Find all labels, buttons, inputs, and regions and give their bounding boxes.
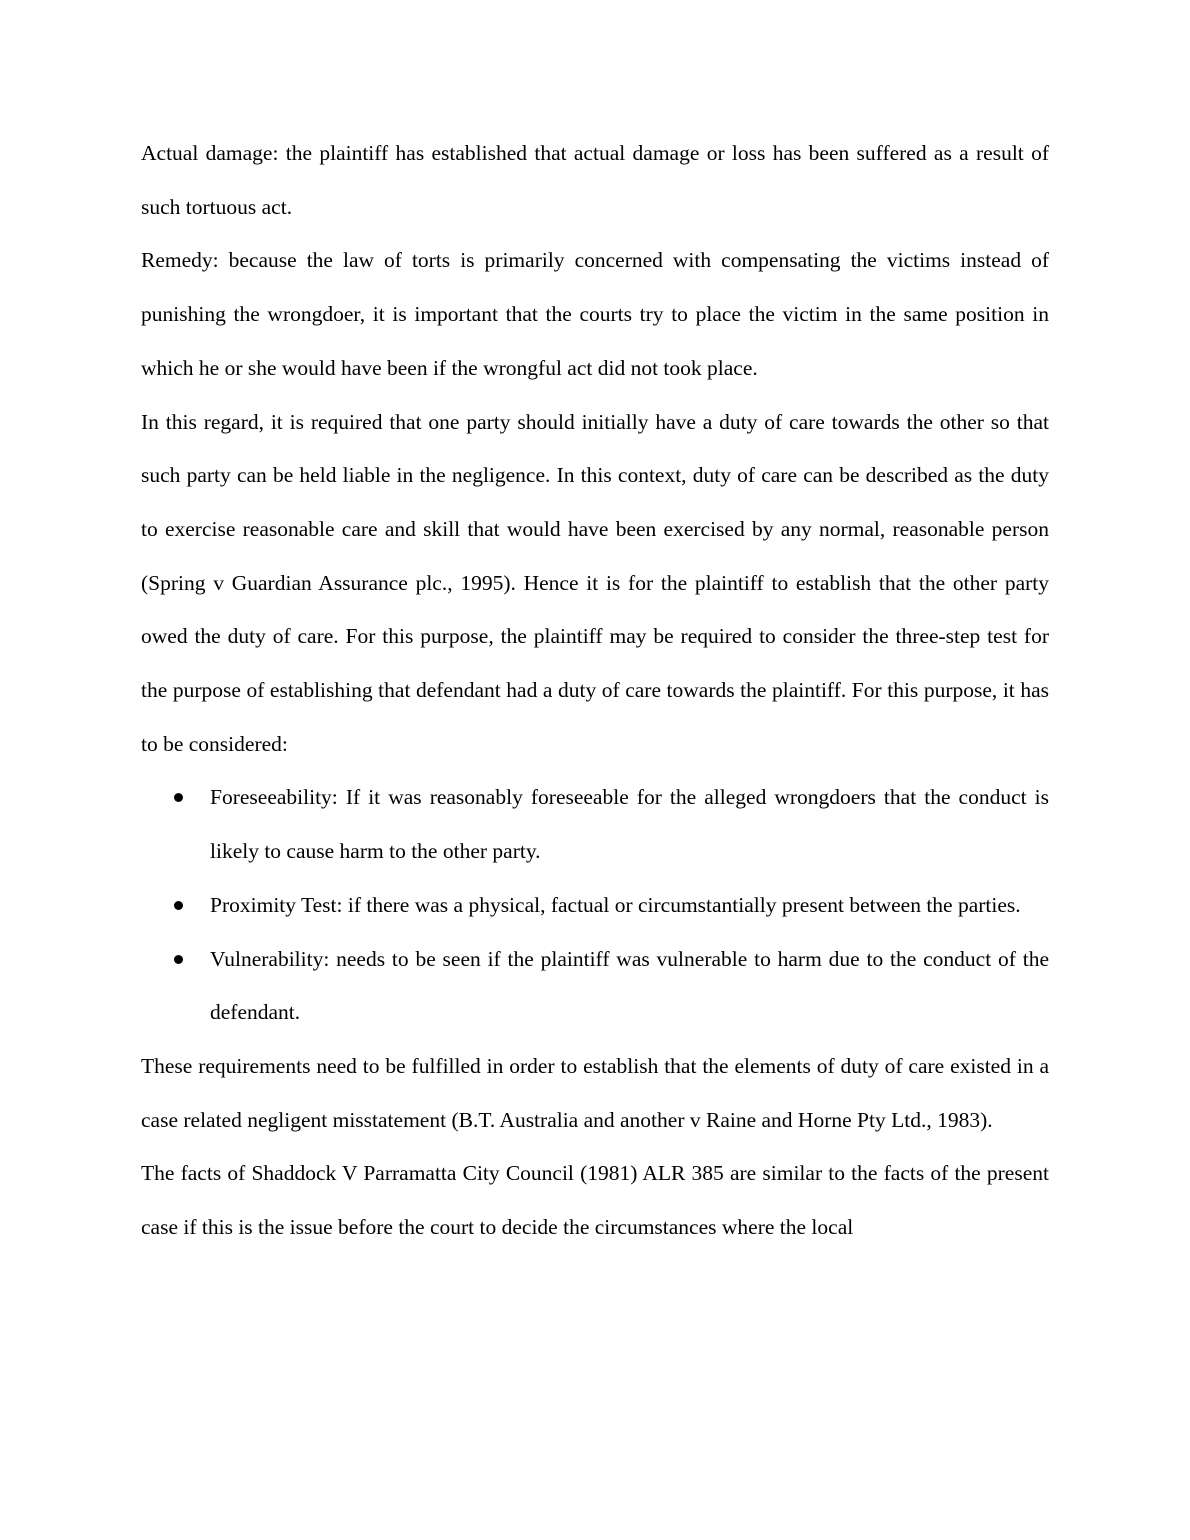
three-step-test-list	[141, 771, 1049, 1040]
paragraph-duty-of-care: In this regard, it is required that one party should initially have a duty of care towards the other so that such party can be held liable in the negligence. In this context, duty of care can be described as the duty to exercise reasonable care and skill that would have been exercised by any normal, reasonable person (Spring v Guardian Assurance plc., 1995). Hence it is for the plaintiff to establish that the other party owed the duty of care. For this purpose, the plaintiff may be required to consider the three-step test for the purpose of establishing that defendant had a duty of care towards the plaintiff. For this purpose, it has to be considered:	[141, 409, 1049, 756]
list-item-text: Vulnerability: needs to be seen if the plaintiff was vulnerable to harm due to the conduct of the defendant.	[210, 946, 1049, 1025]
list-item-foreseeability	[210, 771, 1049, 878]
paragraph-shaddock-case: The facts of Shaddock V Parramatta City Council (1981) ALR 385 are similar to the facts of the present case if this is the issue before the court to decide the circumstances where the local	[141, 1161, 1049, 1240]
paragraph-actual-damage: Actual damage: the plaintiff has established that actual damage or loss has been suffered as a result of such tortuous act.	[141, 141, 1049, 219]
paragraph-requirements: These requirements need to be fulfilled in order to establish that the elements of duty of care existed in a case related negligent misstatement (B.T. Australia and another v Raine and Horne Pty Ltd., 1983).	[141, 1053, 1049, 1132]
document-page	[141, 127, 1049, 1255]
bullet-icon	[174, 901, 183, 910]
list-item-text: Proximity Test: if there was a physical, factual or circumstantially present between the parties.	[210, 892, 1021, 917]
paragraph-remedy: Remedy: because the law of torts is primarily concerned with compensating the victims instead of punishing the wrongdoer, it is important that the courts try to place the victim in the same position in which he or she would have been if the wrongful act did not took place.	[141, 248, 1049, 380]
list-item-vulnerability	[210, 933, 1049, 1040]
list-item-proximity	[210, 879, 1049, 933]
bullet-icon	[174, 793, 183, 802]
list-item-text: Foreseeability: If it was reasonably foreseeable for the alleged wrongdoers that the conduct is likely to cause harm to the other party.	[210, 785, 1049, 864]
bullet-icon	[174, 955, 183, 964]
